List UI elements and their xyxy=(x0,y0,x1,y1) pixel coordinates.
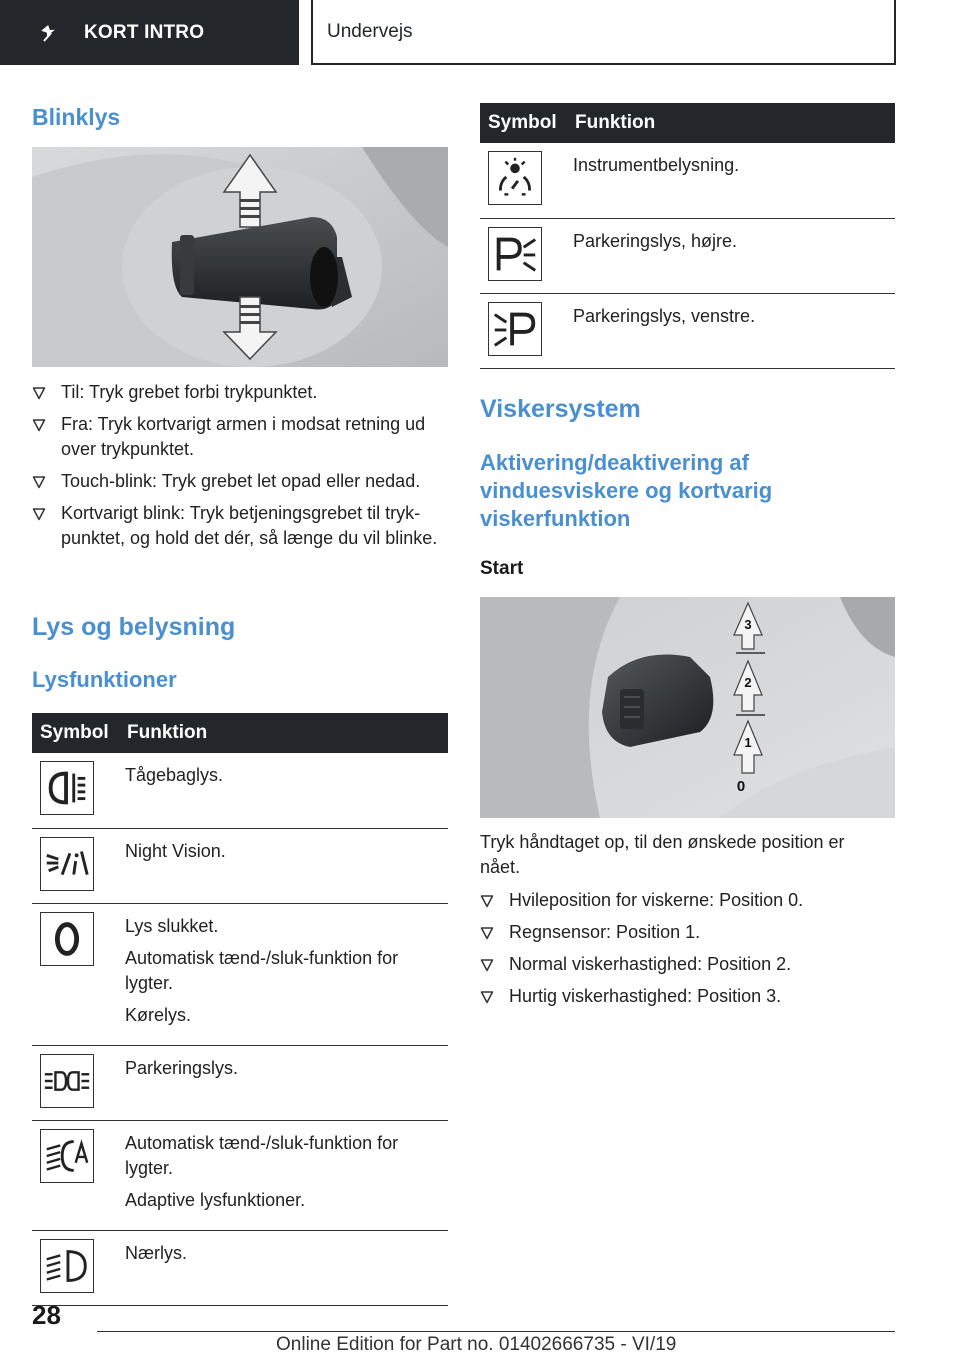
list-item: Normal viskerhastighed: Position 2. xyxy=(480,952,895,977)
wiper-position-0: 0 xyxy=(736,778,746,795)
light-off-zero-icon xyxy=(40,912,94,966)
table-row: Parkeringslys. xyxy=(32,1045,448,1120)
footer-divider xyxy=(97,1331,895,1332)
table-row: Tågebaglys. xyxy=(32,753,448,828)
triangle-bullet-icon xyxy=(480,894,494,908)
page-label: Undervejs xyxy=(327,20,413,42)
wiper-position-list xyxy=(480,888,895,1016)
triangle-bullet-icon xyxy=(480,958,494,972)
col-function: Funktion xyxy=(119,713,448,753)
light-functions-table xyxy=(32,713,448,1306)
parking-lights-icon xyxy=(40,1054,94,1108)
parking-light-left-icon xyxy=(488,302,542,356)
triangle-bullet-icon xyxy=(32,507,46,521)
table-row: Lys slukket. Automatisk tænd-/sluk-funktion for lygter. Kørelys. xyxy=(32,903,448,1045)
list-item: Til: Tryk grebet forbi trykpunktet. xyxy=(32,380,448,405)
table-row: Parkeringslys, højre. xyxy=(480,218,895,293)
viskersystem-heading: Viskersystem xyxy=(480,395,641,423)
table-row: Parkeringslys, venstre. xyxy=(480,293,895,368)
triangle-bullet-icon xyxy=(32,386,46,400)
wiper-position-1: 1 xyxy=(744,735,752,750)
table-row: Instrumentbelysning. xyxy=(480,143,895,218)
list-item: Touch-blink: Tryk grebet let opad eller nedad. xyxy=(32,469,448,494)
low-beam-icon xyxy=(40,1239,94,1293)
list-item: Hurtig viskerhastighed: Position 3. xyxy=(480,984,895,1009)
page-header xyxy=(0,0,960,66)
lysfunktioner-heading: Lysfunktioner xyxy=(32,667,177,692)
aktivering-heading: Aktivering/deaktivering af vinduesviskere og kortvarig viskerfunktion xyxy=(480,450,773,531)
start-heading: Start xyxy=(480,558,524,579)
col-symbol: Symbol xyxy=(480,103,567,143)
auto-headlight-icon xyxy=(40,1129,94,1183)
lys-heading: Lys og belysning xyxy=(32,613,236,641)
list-item: Kortvarigt blink: Tryk betjeningsgrebet til trykpunktet, og hold det dér, så længe du vil blinke. xyxy=(32,501,448,551)
page-tab[interactable] xyxy=(311,0,896,65)
table-row: Nærlys. xyxy=(32,1230,448,1305)
instrument-lighting-icon xyxy=(488,151,542,205)
fog-light-icon xyxy=(40,761,94,815)
edition-text: Online Edition for Part no. 01402666735 - VI/19 xyxy=(276,1334,677,1355)
blinklys-heading: Blinklys xyxy=(32,104,121,130)
night-vision-icon xyxy=(40,837,94,891)
section-label: KORT INTRO xyxy=(84,21,205,43)
blinklys-list xyxy=(32,380,448,558)
triangle-bullet-icon xyxy=(480,926,494,940)
wiper-intro-text: Tryk håndtaget op, til den ønskede position er nået. xyxy=(480,832,845,877)
list-item: Regnsensor: Position 1. xyxy=(480,920,895,945)
wiper-position-3: 3 xyxy=(744,617,752,632)
light-functions-table-continued xyxy=(480,103,895,369)
list-item: Fra: Tryk kortvarigt armen i modsat retning ud over trykpunktet. xyxy=(32,412,448,462)
turn-signal-photo xyxy=(32,147,448,367)
section-tab[interactable] xyxy=(0,0,299,65)
col-function: Funktion xyxy=(567,103,895,143)
pushpin-icon xyxy=(40,22,62,44)
triangle-bullet-icon xyxy=(32,418,46,432)
page-number: 28 xyxy=(32,1300,61,1330)
triangle-bullet-icon xyxy=(480,990,494,1004)
table-row: Night Vision. xyxy=(32,828,448,903)
list-item: Hvileposition for viskerne: Position 0. xyxy=(480,888,895,913)
triangle-bullet-icon xyxy=(32,475,46,489)
wiper-lever-photo xyxy=(480,597,895,818)
table-row: Automatisk tænd-/sluk-funktion for lygter. Adaptive lysfunktioner. xyxy=(32,1120,448,1230)
parking-light-right-icon xyxy=(488,227,542,281)
wiper-position-2: 2 xyxy=(744,675,752,690)
col-symbol: Symbol xyxy=(32,713,119,753)
